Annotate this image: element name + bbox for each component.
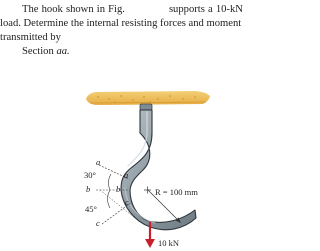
label-b-left: b: [86, 184, 91, 194]
curvature-center: [144, 187, 151, 194]
label-c-mid: c: [125, 197, 129, 207]
radius-label: R = 100 mm: [155, 187, 198, 197]
load-label: 10 kN: [158, 238, 180, 248]
hook-body: [121, 110, 196, 230]
mounting-plate: [140, 104, 152, 110]
angle-arc-45: [108, 190, 110, 208]
angle-arc-30: [109, 174, 111, 190]
label-b-right: b: [116, 184, 121, 194]
label-a-mid: a: [124, 170, 129, 180]
angle-label-45: 45°: [85, 204, 97, 214]
problem-line-1-part-1: The hook shown in Fig.: [22, 4, 125, 15]
label-c-low: c: [96, 218, 100, 228]
section-label-prefix: Section: [22, 46, 54, 57]
label-a-top: a: [96, 157, 101, 167]
problem-line-1-part-2: supports a 10-kN: [168, 4, 243, 15]
problem-line-3: transmitted by: [0, 31, 61, 43]
ceiling-support: [86, 91, 210, 105]
problem-line-2: load. Determine the internal resisting forces and moment: [0, 17, 242, 29]
angle-label-30: 30°: [84, 170, 96, 180]
section-label-name: aa.: [56, 46, 70, 57]
